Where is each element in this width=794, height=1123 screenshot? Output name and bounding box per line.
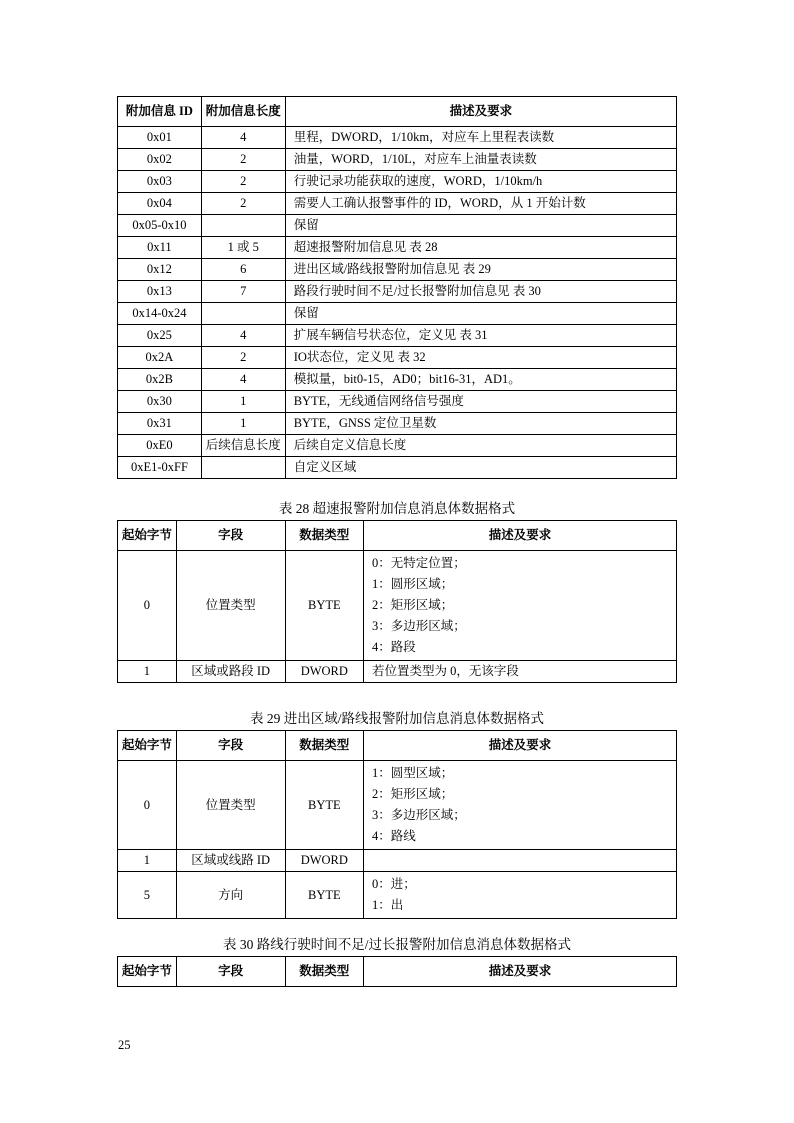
table-cell: 后续信息长度 [201, 435, 285, 457]
cell-line: 2：矩形区域； [371, 787, 454, 801]
table-row [118, 171, 677, 193]
table-cell: 0x13 [118, 281, 202, 303]
table-cell: 4 [201, 369, 285, 391]
column-header: 字段 [176, 521, 285, 551]
table-cell: 后续自定义信息长度 [285, 435, 676, 457]
table-cell: 0x02 [118, 149, 202, 171]
table-row [118, 149, 677, 171]
table-cell: 2 [201, 193, 285, 215]
column-header: 描述及要求 [363, 521, 676, 551]
table-cell: 0x30 [118, 391, 202, 413]
table-cell: 0x04 [118, 193, 202, 215]
column-header: 附加信息 ID [118, 97, 202, 127]
table-cell: 0x01 [118, 127, 202, 149]
table-29-caption: 表 29 进出区域/路线报警附加信息消息体数据格式 [249, 711, 544, 726]
table-row [118, 281, 677, 303]
column-header: 字段 [176, 731, 285, 761]
column-header: 数据类型 [285, 521, 363, 551]
table-cell: 2 [201, 149, 285, 171]
table-cell: 区域或路段 ID [176, 661, 285, 683]
table-cell: BYTE，无线通信网络信号强度 [285, 391, 676, 413]
table-cell: 0x2A [118, 347, 202, 369]
table-cell: 5 [118, 872, 177, 919]
table-row [118, 872, 677, 919]
table-cell: 0 [118, 761, 177, 850]
table-cell: BYTE [285, 872, 363, 919]
table-cell [363, 551, 676, 661]
table-cell: 自定义区域 [285, 457, 676, 479]
table-28-caption: 表 28 超速报警附加信息消息体数据格式 [278, 501, 516, 516]
table-30-caption: 表 30 路线行驶时间不足/过长报警附加信息消息体数据格式 [223, 937, 571, 952]
table-cell: 0x14-0x24 [118, 303, 202, 325]
table-row [118, 457, 677, 479]
cell-line: 3：多边形区域； [371, 808, 466, 822]
table-row [118, 215, 677, 237]
table-cell: 1 [201, 413, 285, 435]
cell-line: 2：矩形区域； [371, 598, 454, 612]
table-cell: 超速报警附加信息见 表 28 [285, 237, 676, 259]
table-cell: 1 [201, 391, 285, 413]
table-30 [117, 956, 677, 987]
table-cell: 6 [201, 259, 285, 281]
table-cell: 方向 [176, 872, 285, 919]
table-cell [201, 457, 285, 479]
cell-line: 1：圆型区域； [371, 766, 454, 780]
page-number: 25 [118, 1038, 131, 1052]
table-cell: 0x12 [118, 259, 202, 281]
table-cell: 7 [201, 281, 285, 303]
table-cell: 里程，DWORD，1/10km，对应车上里程表读数 [285, 127, 676, 149]
table-cell: 行驶记录功能获取的速度，WORD，1/10km/h [285, 171, 676, 193]
table-header-row [118, 521, 677, 551]
table-cell: BYTE [285, 551, 363, 661]
table-cell: 区域或线路 ID [176, 850, 285, 872]
table-cell: 0 [118, 551, 177, 661]
column-header: 起始字节 [118, 957, 177, 987]
table-cell: DWORD [285, 850, 363, 872]
cell-line: 4：路线 [371, 829, 416, 843]
table-cell: 0x03 [118, 171, 202, 193]
table-cell: 2 [201, 171, 285, 193]
table-cell: 路段行驶时间不足/过长报警附加信息见 表 30 [285, 281, 676, 303]
table-cell: 0x05-0x10 [118, 215, 202, 237]
table-cell [201, 215, 285, 237]
table-28 [117, 520, 677, 683]
table-cell [363, 761, 676, 850]
table-cell: 2 [201, 347, 285, 369]
cell-line: 0：进； [371, 877, 416, 891]
column-header: 字段 [176, 957, 285, 987]
table-cell: 0xE1-0xFF [118, 457, 202, 479]
table-cell: 0x25 [118, 325, 202, 347]
column-header: 起始字节 [118, 521, 177, 551]
column-header: 数据类型 [285, 731, 363, 761]
table-cell: 1 [118, 850, 177, 872]
table-row [118, 435, 677, 457]
table-row [118, 551, 677, 661]
table-cell: 保留 [285, 215, 676, 237]
table-cell: 位置类型 [176, 761, 285, 850]
table-row [118, 127, 677, 149]
table-row [118, 347, 677, 369]
table-cell: 1 或 5 [201, 237, 285, 259]
column-header: 附加信息长度 [201, 97, 285, 127]
table-cell: DWORD [285, 661, 363, 683]
table-cell: 0x31 [118, 413, 202, 435]
table-header-row [118, 97, 677, 127]
cell-line: 3：多边形区域； [371, 619, 466, 633]
table-cell: 扩展车辆信号状态位，定义见 表 31 [285, 325, 676, 347]
table-row [118, 325, 677, 347]
table-cell: 0xE0 [118, 435, 202, 457]
table-cell: 1 [118, 661, 177, 683]
table-row [118, 369, 677, 391]
table-29 [117, 730, 677, 919]
column-header: 数据类型 [285, 957, 363, 987]
table-row [118, 661, 677, 683]
cell-line: 1：圆形区域； [371, 577, 454, 591]
table-cell: 位置类型 [176, 551, 285, 661]
table-row [118, 761, 677, 850]
table-cell: 若位置类型为 0，无该字段 [363, 661, 676, 683]
table-row [118, 850, 677, 872]
table-cell: 进出区域/路线报警附加信息见 表 29 [285, 259, 676, 281]
table-row [118, 391, 677, 413]
additional-info-table [117, 96, 677, 479]
column-header: 描述及要求 [285, 97, 676, 127]
table-cell: 油量，WORD，1/10L，对应车上油量表读数 [285, 149, 676, 171]
table-header-row [118, 731, 677, 761]
table-cell: 4 [201, 127, 285, 149]
table-header-row [118, 957, 677, 987]
column-header: 起始字节 [118, 731, 177, 761]
table-cell: 模拟量，bit0-15，AD0；bit16-31，AD1。 [285, 369, 676, 391]
table-cell: 需要人工确认报警事件的 ID，WORD，从 1 开始计数 [285, 193, 676, 215]
table-cell: 保留 [285, 303, 676, 325]
table-row [118, 259, 677, 281]
table-cell: IO状态位，定义见 表 32 [285, 347, 676, 369]
table-row [118, 413, 677, 435]
cell-line: 4：路段 [371, 640, 416, 654]
table-row [118, 193, 677, 215]
table-cell [363, 850, 676, 872]
table-row [118, 303, 677, 325]
table-cell: 0x11 [118, 237, 202, 259]
column-header: 描述及要求 [363, 731, 676, 761]
table-cell: BYTE [285, 761, 363, 850]
table-cell: 0x2B [118, 369, 202, 391]
cell-line: 1：出 [371, 898, 404, 912]
table-cell [201, 303, 285, 325]
cell-line: 0：无特定位置； [371, 556, 466, 570]
table-cell: 4 [201, 325, 285, 347]
column-header: 描述及要求 [363, 957, 676, 987]
table-row [118, 237, 677, 259]
table-cell [363, 872, 676, 919]
table-cell: BYTE，GNSS 定位卫星数 [285, 413, 676, 435]
